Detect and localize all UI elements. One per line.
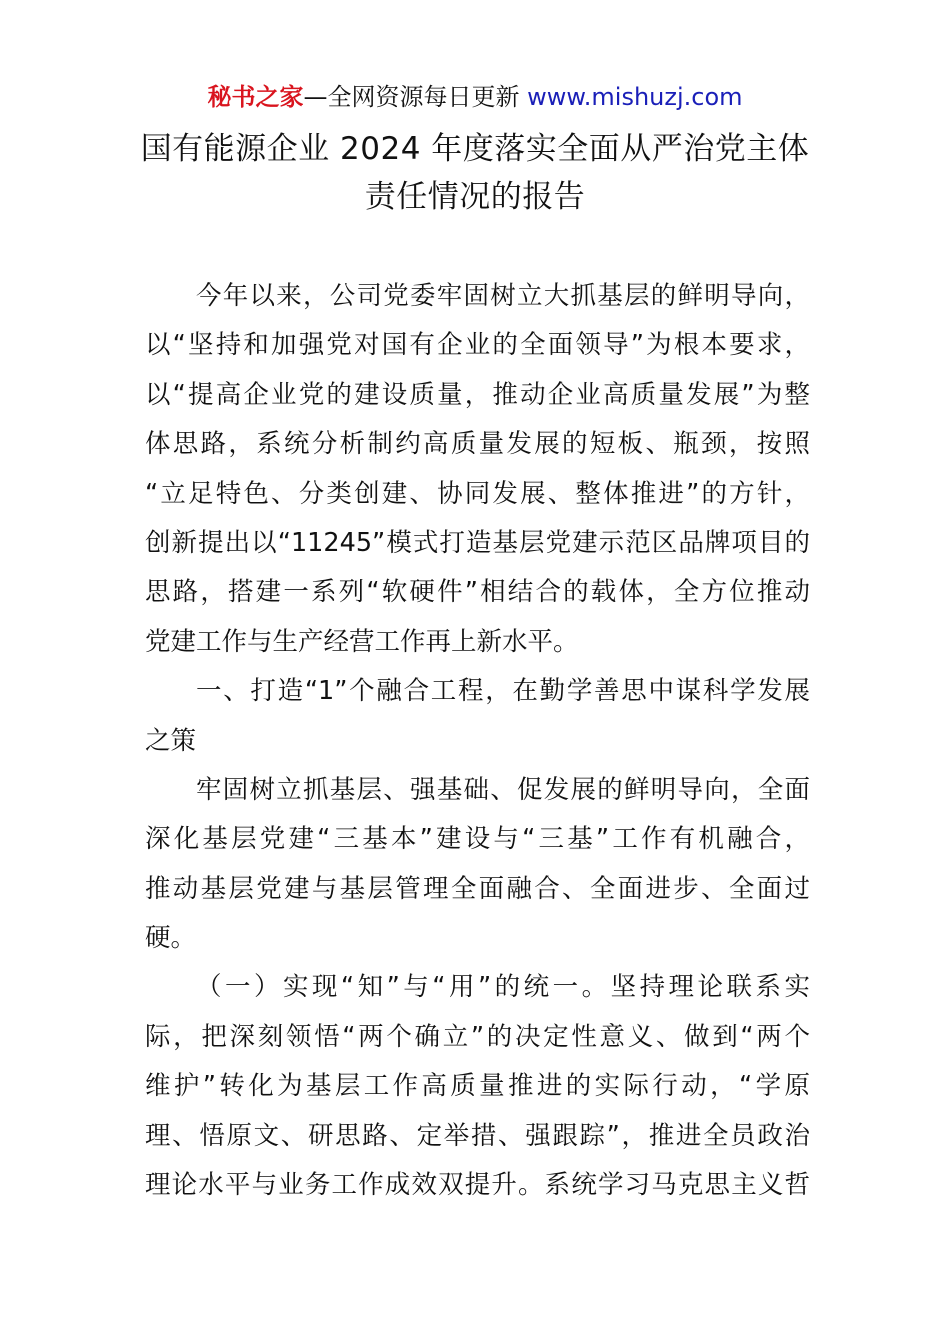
site-header bbox=[0, 80, 950, 114]
section-heading-line: 之策 bbox=[145, 725, 197, 756]
paragraph-line: 推动基层党建与基层管理全面融合、全面进步、全面过 bbox=[145, 873, 810, 904]
paragraph-line: 体思路，系统分析制约高质量发展的短板、瓶颈，按照 bbox=[145, 429, 810, 460]
paragraph-line: 维护”转化为基层工作高质量推进的实际行动，“学原 bbox=[145, 1071, 810, 1102]
document-body bbox=[145, 272, 810, 1210]
paragraph-line: “立足特色、分类创建、协同发展、整体推进”的方针， bbox=[145, 478, 810, 509]
document-title-line-1: 国有能源企业 2024 年度落实全面从严治党主体 bbox=[140, 131, 810, 167]
document-title bbox=[100, 125, 850, 221]
site-brand: 秘书之家 bbox=[207, 83, 304, 111]
paragraph-line: 深化基层党建“三基本”建设与“三基”工作有机融合， bbox=[145, 824, 810, 855]
paragraph-line: 硬。 bbox=[145, 923, 197, 954]
paragraph-line: 思路，搭建一系列“软硬件”相结合的载体，全方位推动 bbox=[145, 577, 810, 608]
paragraph-line: 以“坚持和加强党对国有企业的全面领导”为根本要求， bbox=[145, 330, 810, 361]
paragraph-line: 创新提出以“11245”模式打造基层党建示范区品牌项目的 bbox=[145, 527, 810, 558]
paragraph-line: 党建工作与生产经营工作再上新水平。 bbox=[145, 626, 579, 657]
paragraph-line: 今年以来，公司党委牢固树立大抓基层的鲜明导向， bbox=[196, 281, 810, 311]
paragraph-line: （一）实现“知”与“用”的统一。坚持理论联系实 bbox=[196, 972, 810, 1003]
paragraph-line: 理论水平与业务工作成效双提升。系统学习马克思主义哲 bbox=[145, 1170, 810, 1201]
paragraph-line: 以“提高企业党的建设质量，推动企业高质量发展”为整 bbox=[145, 379, 810, 410]
paragraph-line: 牢固树立抓基层、强基础、促发展的鲜明导向，全面 bbox=[196, 774, 810, 805]
paragraph-line: 理、悟原文、研思路、定举措、强跟踪”，推进全员政治 bbox=[145, 1120, 810, 1151]
site-url-link[interactable]: www.mishuzj.com bbox=[527, 83, 743, 111]
site-tagline: —全网资源每日更新 bbox=[303, 83, 520, 111]
paragraph-line: 际，把深刻领悟“两个确立”的决定性意义、做到“两个 bbox=[145, 1021, 810, 1052]
document-title-line-2: 责任情况的报告 bbox=[364, 179, 586, 215]
section-heading-line: 一、打造“1”个融合工程，在勤学善思中谋科学发展 bbox=[196, 676, 810, 707]
